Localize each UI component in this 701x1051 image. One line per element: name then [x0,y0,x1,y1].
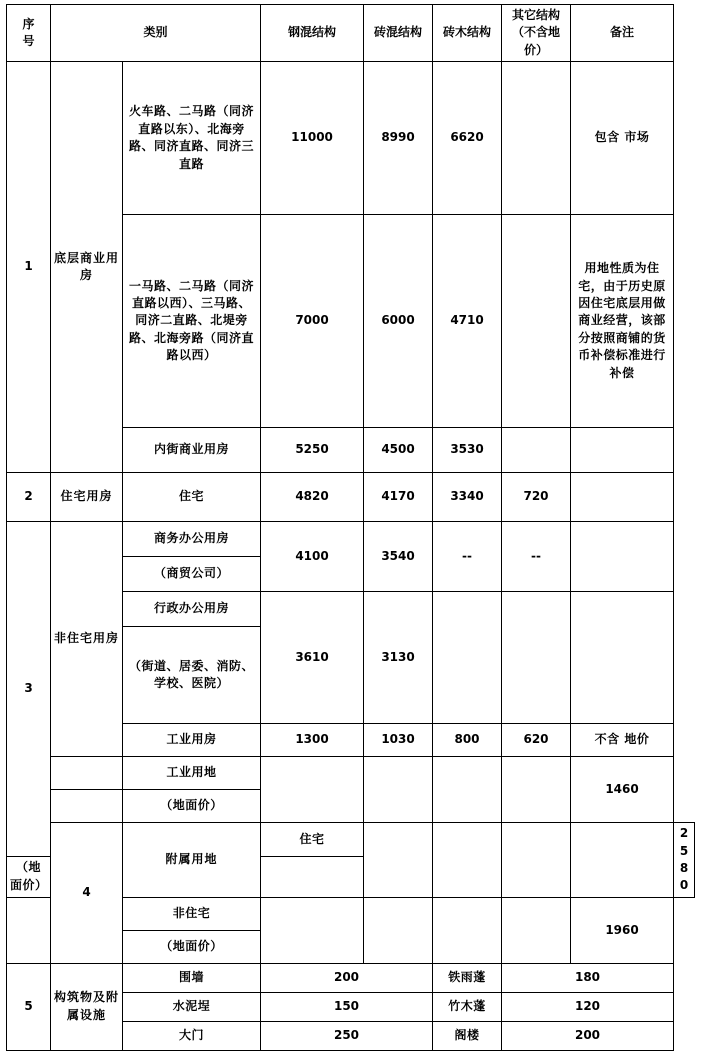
value-brick-concrete-3-3: 1030 [364,724,433,757]
remark-4-1: 2580 [674,823,695,898]
value-concrete-1-1: 11000 [261,62,364,215]
remark-1-2: 用地性质为住宅，由于历史原因住宅底层用做商业经营，该部分按照商铺的货币补偿标准进行补偿 [571,215,674,428]
value-brick-wood-3-3: 800 [433,724,502,757]
remark-3-2 [571,592,674,724]
value-other-3-4 [502,757,571,823]
value-other-3-2 [502,592,571,724]
row-index-4: 4 [51,823,123,964]
value-brick-concrete-3-4 [364,757,433,823]
row-detail-3-4a: 工业用地 [123,757,261,790]
header-index-line1: 序 [22,16,35,31]
row-detail-3-3a: 工业用房 [123,724,261,757]
row-index-2: 2 [7,473,51,522]
row-detail-5-2b: 竹木蓬 [433,992,502,1021]
value-other-3-1: -- [502,522,571,592]
header-other: 其它结构（不含地价） [502,5,571,62]
value-brick-wood-1-1: 6620 [433,62,502,215]
value-5-3a: 250 [261,1021,433,1050]
header-index-line2: 号 [22,34,35,49]
row-detail-3-1a: 商务办公用房 [123,522,261,557]
value-other-3-3: 620 [502,724,571,757]
value-brick-wood-4-1 [502,823,571,898]
table-header-row [7,5,695,62]
row-index-3: 3 [7,522,51,857]
row-detail-3-1b: （商贸公司） [123,557,261,592]
value-brick-wood-3-2 [433,592,502,724]
row-detail-5-1a: 围墙 [123,963,261,992]
row-detail-5-3b: 阁楼 [433,1021,502,1050]
row-detail-3-2a: 行政办公用房 [123,592,261,627]
value-brick-concrete-1-2: 6000 [364,215,433,428]
row-category-1: 底层商业用房 [51,62,123,473]
header-brick-concrete: 砖混结构 [364,5,433,62]
table-row [7,963,695,992]
row-category-4: 附属用地 [123,823,261,898]
row-detail-4-2a: 非住宅 [123,897,261,930]
value-brick-concrete-2-1: 4170 [364,473,433,522]
value-other-1-2 [502,215,571,428]
row-detail-5-2a: 水泥埕 [123,992,261,1021]
value-concrete-2-1: 4820 [261,473,364,522]
remark-4-2: 1960 [571,897,674,963]
remark-2-1 [571,473,674,522]
row-detail-5-1b: 铁雨蓬 [433,963,502,992]
row-category-4-spacer [7,897,51,963]
value-5-3b: 200 [502,1021,674,1050]
row-category-5: 构筑物及附属设施 [51,963,123,1050]
remark-1-1: 包含 市场 [571,62,674,215]
value-concrete-3-1: 4100 [261,522,364,592]
row-detail-4-1b: （地面价） [7,856,51,897]
value-5-2a: 150 [261,992,433,1021]
header-concrete: 钢混结构 [261,5,364,62]
value-brick-concrete-4-2 [364,897,433,963]
value-brick-concrete-3-2: 3130 [364,592,433,724]
row-category-2: 住宅用房 [51,473,123,522]
header-remark: 备注 [571,5,674,62]
row-detail-2-1: 住宅 [123,473,261,522]
row-detail-1-1: 火车路、二马路（同济直路以东）、北海旁路、同济直路、同济三直路 [123,62,261,215]
value-other-1-3 [502,428,571,473]
remark-3-4: 1460 [571,757,674,823]
header-index [7,5,51,62]
row-detail-4-2b: （地面价） [123,930,261,963]
remark-1-3 [571,428,674,473]
value-concrete-1-3: 5250 [261,428,364,473]
value-brick-wood-4-2 [433,897,502,963]
row-category-3-spacer2 [51,790,123,823]
value-5-2b: 120 [502,992,674,1021]
value-concrete-4-2 [261,897,364,963]
table-row [7,473,695,522]
value-brick-concrete-1-1: 8990 [364,62,433,215]
header-category: 类别 [51,5,261,62]
table-row [7,823,695,857]
row-detail-3-2b: （街道、居委、消防、学校、医院） [123,627,261,724]
row-detail-3-4b: （地面价） [123,790,261,823]
value-brick-concrete-1-3: 4500 [364,428,433,473]
value-brick-wood-1-2: 4710 [433,215,502,428]
row-index-1: 1 [7,62,51,473]
row-detail-1-3: 内街商业用房 [123,428,261,473]
value-brick-wood-3-1: -- [433,522,502,592]
table-row [7,757,695,790]
value-other-4-1 [571,823,674,898]
row-category-3: 非住宅用房 [51,522,123,757]
value-5-1b: 180 [502,963,674,992]
row-detail-5-3a: 大门 [123,1021,261,1050]
row-index-5: 5 [7,963,51,1050]
value-brick-wood-1-3: 3530 [433,428,502,473]
table-row [7,62,695,215]
value-other-4-2 [502,897,571,963]
compensation-table [6,4,695,1051]
value-5-1a: 200 [261,963,433,992]
value-brick-wood-3-4 [433,757,502,823]
row-detail-4-1a: 住宅 [261,823,364,857]
value-concrete-4-1 [364,823,433,898]
value-brick-wood-2-1: 3340 [433,473,502,522]
value-concrete-3-4 [261,757,364,823]
value-other-2-1: 720 [502,473,571,522]
value-concrete-3-2: 3610 [261,592,364,724]
row-category-3-spacer [51,757,123,790]
value-brick-concrete-3-1: 3540 [364,522,433,592]
row-detail-1-2: 一马路、二马路（同济直路以西）、三马路、同济二直路、北堤旁路、北海旁路（同济直路以西） [123,215,261,428]
value-brick-concrete-4-1 [433,823,502,898]
remark-3-3: 不含 地价 [571,724,674,757]
value-concrete-3-3: 1300 [261,724,364,757]
header-brick-wood: 砖木结构 [433,5,502,62]
table-row [7,522,695,557]
value-other-1-1 [502,62,571,215]
remark-3-1 [571,522,674,592]
value-concrete-1-2: 7000 [261,215,364,428]
